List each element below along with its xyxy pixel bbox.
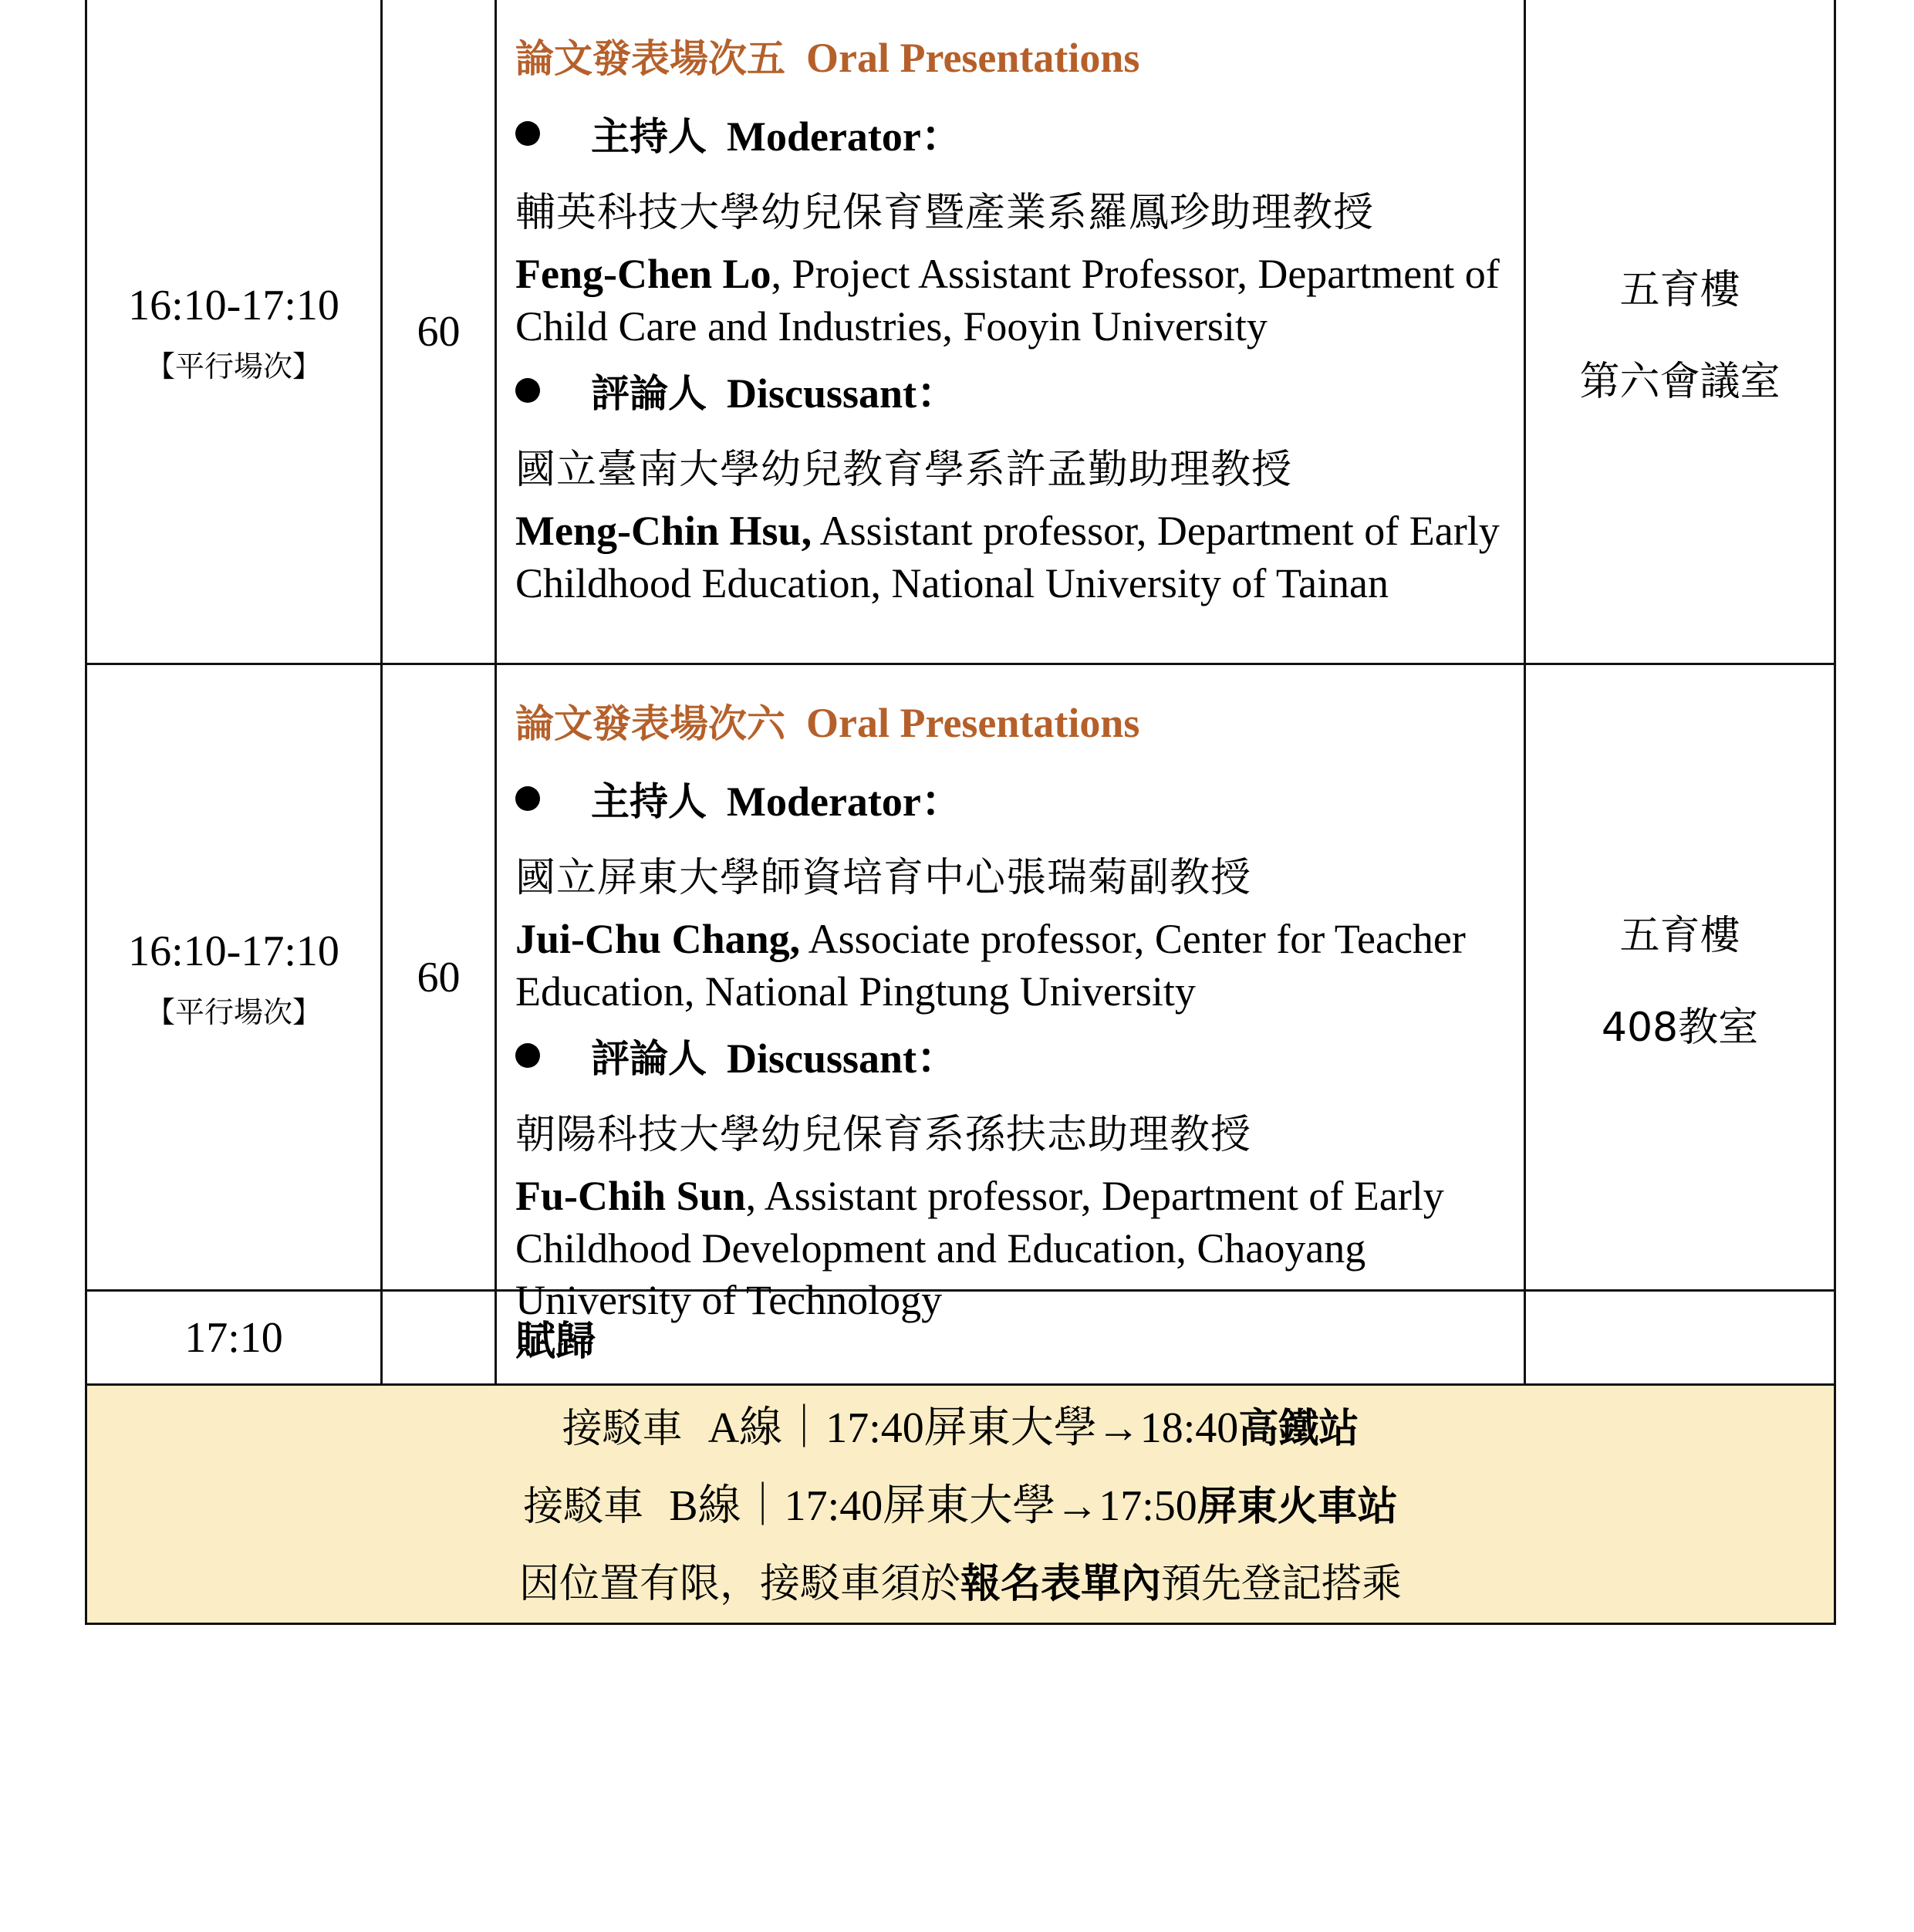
time-cell — [87, 0, 383, 663]
shuttle-info — [85, 1386, 1836, 1625]
closing-time: 17:10 — [184, 1313, 283, 1362]
discussant-zh: 國立臺南大學幼兒教育學系許孟勤助理教授 — [515, 447, 1293, 493]
session-title — [515, 693, 1507, 748]
shuttle-b-name: B線 — [669, 1481, 741, 1530]
moderator-zh: 國立屏東大學師資培育中心張瑞菊副教授 — [515, 855, 1252, 901]
shuttle-note-pre: 因位置有限，接駁車須於 — [518, 1560, 960, 1607]
moderator-label-en: Moderator： — [727, 779, 963, 825]
duration-cell — [383, 0, 497, 663]
parallel-tag: 【平行場次】 — [145, 350, 322, 384]
shuttle-note-bold: 報名表單內 — [960, 1560, 1161, 1607]
moderator-desc: Associate professor, Center for Teacher Education, National Pingtung University — [515, 916, 1466, 1015]
duration-minutes: 60 — [417, 953, 461, 1001]
room-building: 五育樓 — [1619, 266, 1740, 313]
session-title-en: Oral Presentations — [806, 700, 1140, 746]
discussant-heading — [515, 360, 1507, 420]
moderator-en — [515, 248, 1507, 353]
bullet-icon — [515, 786, 540, 811]
discussant-name: Meng-Chin Hsu, — [515, 508, 812, 554]
shuttle-note — [519, 1545, 1402, 1623]
shuttle-b-dest: 屏東火車站 — [1197, 1483, 1398, 1530]
closing-row — [85, 1292, 1836, 1386]
session-time: 16:10-17:10 — [128, 281, 339, 329]
moderator-label-zh: 主持人 — [591, 779, 707, 824]
discussant-label-zh: 評論人 — [591, 370, 707, 416]
session-title-en: Oral Presentations — [806, 35, 1140, 81]
session-title — [515, 28, 1507, 83]
bullet-icon — [515, 378, 540, 403]
discussant-label-en: Discussant： — [727, 370, 959, 417]
session-time: 16:10-17:10 — [128, 927, 339, 975]
time-cell — [87, 665, 383, 1289]
moderator-label-en: Moderator： — [727, 113, 963, 160]
closing-room-cell — [1526, 1292, 1834, 1383]
moderator-en — [515, 914, 1507, 1018]
closing-content-cell — [497, 1292, 1526, 1383]
shuttle-line-a — [562, 1390, 1359, 1468]
shuttle-b-prefix: 接駁車 — [523, 1483, 644, 1530]
discussant-heading — [515, 1025, 1507, 1085]
schedule-table — [85, 0, 1836, 1625]
session-row — [85, 0, 1836, 665]
discussant-label-en: Discussant： — [727, 1035, 959, 1082]
shuttle-a-prefix: 接駁車 — [562, 1405, 683, 1452]
session-title-zh: 論文發表場次五 — [515, 36, 785, 81]
closing-time-cell — [87, 1292, 383, 1383]
session-row — [85, 665, 1836, 1323]
duration-cell — [383, 665, 497, 1289]
room-name: 408教室 — [1601, 1004, 1759, 1051]
closing-duration-cell — [383, 1292, 497, 1383]
shuttle-line-b — [523, 1468, 1398, 1545]
shuttle-note-post: 預先登記搭乘 — [1161, 1560, 1403, 1607]
moderator-label-zh: 主持人 — [591, 113, 707, 159]
content-cell — [497, 0, 1526, 663]
room-name: 第六會議室 — [1579, 358, 1781, 405]
shuttle-a-dest: 高鐵站 — [1238, 1405, 1359, 1452]
moderator-heading — [515, 768, 1507, 828]
shuttle-b-route: ｜17:40屏東大學→17:50 — [741, 1481, 1197, 1530]
discussant-label-zh: 評論人 — [591, 1035, 707, 1081]
shuttle-a-name: A線 — [707, 1403, 783, 1452]
discussant-en — [515, 505, 1507, 610]
parallel-tag: 【平行場次】 — [145, 995, 322, 1030]
room-building: 五育樓 — [1619, 912, 1740, 959]
room-cell — [1526, 665, 1834, 1289]
discussant-desc: , Assistant professor, Department of Early Childhood Development and Education, Chaoyang University of Technology — [515, 1173, 1444, 1323]
room-cell — [1526, 0, 1834, 663]
session-title-zh: 論文發表場次六 — [515, 701, 785, 746]
shuttle-a-route: ｜17:40屏東大學→18:40 — [782, 1403, 1239, 1452]
content-cell — [497, 665, 1526, 1323]
discussant-zh: 朝陽科技大學幼兒保育系孫扶志助理教授 — [515, 1112, 1252, 1158]
moderator-heading — [515, 103, 1507, 163]
bullet-icon — [515, 121, 540, 146]
moderator-name: Feng-Chen Lo — [515, 251, 771, 297]
duration-minutes: 60 — [417, 307, 461, 356]
discussant-desc: Assistant professor, Department of Early Childhood Education, National University of Tainan — [515, 508, 1500, 606]
moderator-name: Jui-Chu Chang, — [515, 916, 801, 962]
bullet-icon — [515, 1043, 540, 1068]
moderator-desc: , Project Assistant Professor, Department of Child Care and Industries, Fooyin University — [515, 251, 1500, 350]
moderator-zh: 輔英科技大學幼兒保育暨產業系羅鳳珍助理教授 — [515, 190, 1375, 236]
closing-label: 賦歸 — [515, 1319, 596, 1365]
discussant-name: Fu-Chih Sun — [515, 1173, 746, 1219]
